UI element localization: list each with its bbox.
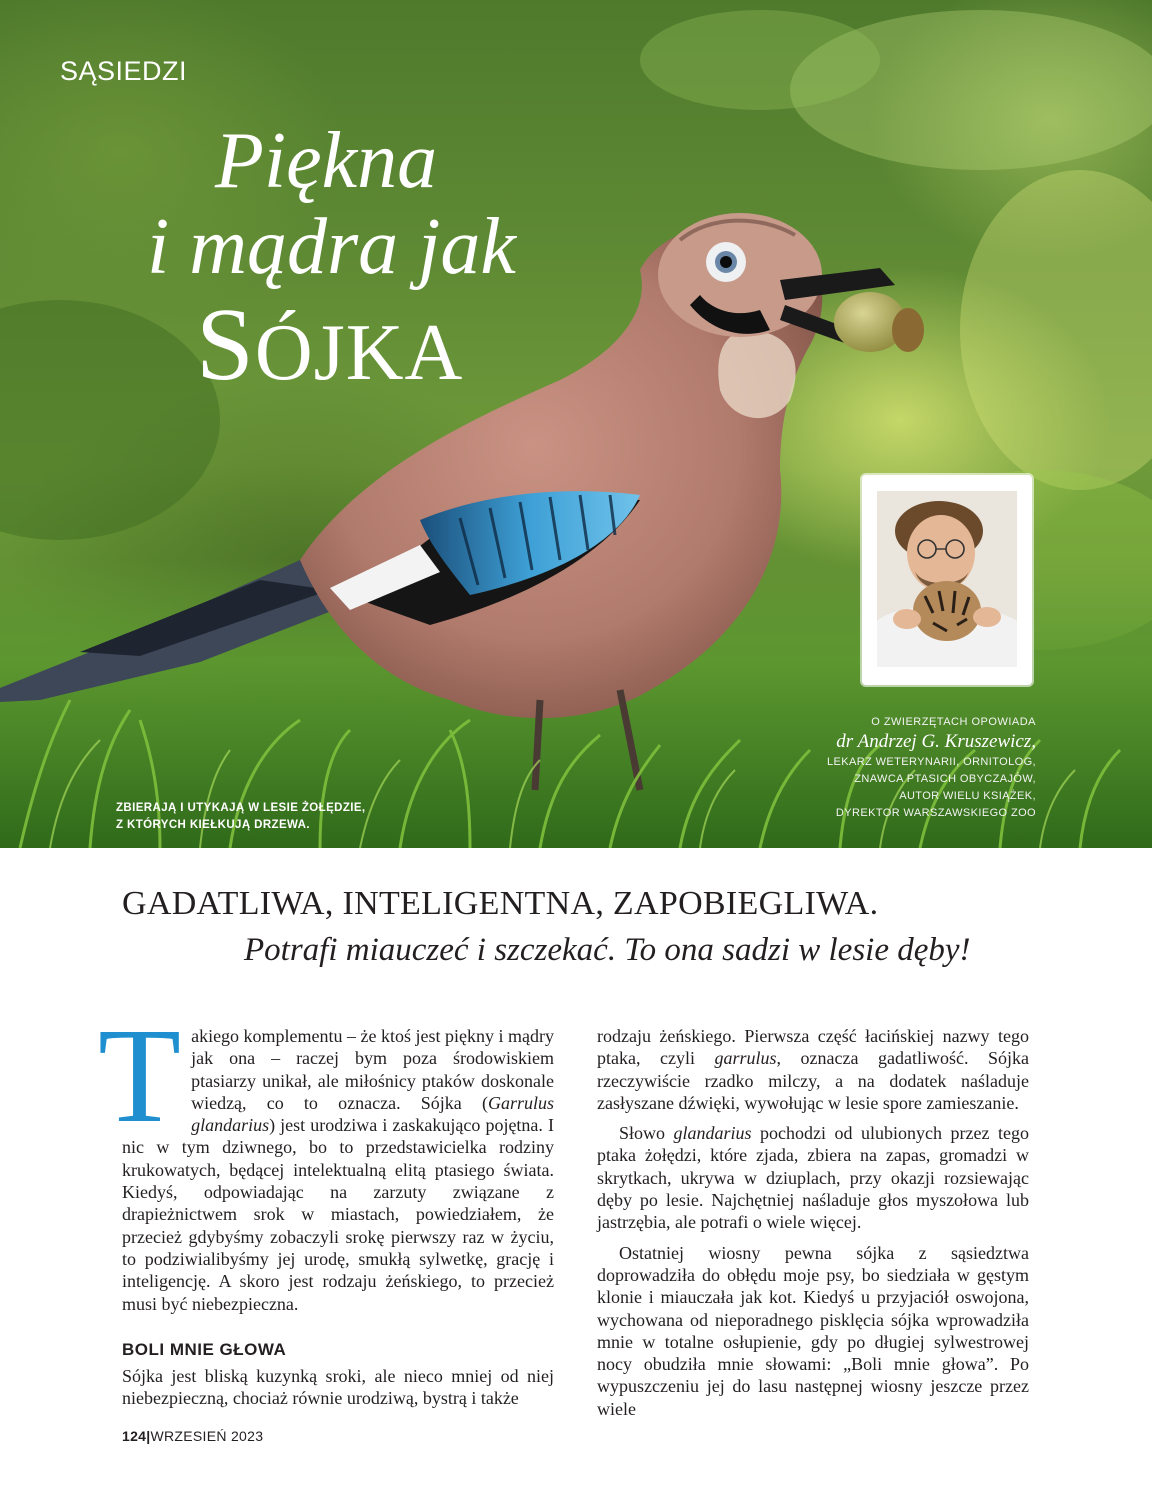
drop-cap: T xyxy=(98,1001,182,1151)
author-role-1: LEKARZ WETERYNARII, ORNITOLOG, xyxy=(826,756,1036,768)
p3-latin: garrulus xyxy=(714,1048,777,1069)
p1-text-a: akiego komplementu – że ktoś jest piękny i mądry jak ona – raczej bym poza środowiskiem ptasiarzy unikał, ale miłośnicy ptaków doskonale wiedzą, co to oznacza. Sójka ( xyxy=(191,1026,554,1113)
headline-sub: Potrafi miauczeć i szczekać. To ona sadzi w lesie dęby! xyxy=(244,932,971,968)
issue-date: WRZESIEŃ 2023 xyxy=(150,1428,264,1444)
p3-text-b: , oznacza gadatliwość. Sójka rzeczywiście rzadko milczy, a na dodatek naśladuje zasłyszane dźwięki, wywołując w lesie spore zamieszanie. xyxy=(597,1048,1029,1113)
author-role-3: AUTOR WIELU KSIĄŻEK, xyxy=(899,790,1036,802)
photo-caption xyxy=(116,800,366,834)
p3-text-a: rodzaju żeńskiego. Pierwsza część łacińskiej nazwy tego ptaka, czyli xyxy=(597,1026,1029,1069)
author-photo xyxy=(877,491,1017,667)
footer-separator: | xyxy=(146,1428,151,1444)
paragraph-5: Ostatniej wiosny pewna sójka z sąsiedztwa doprowadziła do obłędu moje psy, bo siedziała w gęstym klonie i miauczała jak kot. Kiedyś u przyjaciół oswojona, wychowana od nieporadnego pisklęcia sójka wprowadziła mnie w totalne osłupienie, gdy po długiej sylwestrowej nocy obudziła mnie słowami: „Boli mnie głowa”. Po wypuszczeniu jej do lasu następnej wiosny jeszcze przez wiele xyxy=(597,1242,1029,1419)
caption-line-1: ZBIERAJĄ I UTYKAJĄ W LESIE ŻOŁĘDZIE, xyxy=(116,802,366,814)
title-line-1: Piękna xyxy=(215,117,438,205)
author-name: dr Andrzej G. Kruszewicz, xyxy=(836,731,1036,752)
page-number: 124 xyxy=(122,1428,147,1444)
author-credit xyxy=(827,714,1036,822)
section-label: SĄSIEDZI xyxy=(60,56,188,86)
headline-main: GADATLIWA, INTELIGENTNA, ZAPOBIEGLIWA. xyxy=(122,885,879,922)
author-role-2: ZNAWCA PTASICH OBYCZAJÓW, xyxy=(854,773,1036,785)
paragraph-1 xyxy=(98,1001,554,1315)
p4-text-b: pochodzi od ulubionych przez tego ptaka żołędzi, które zjada, zbiera na zapas, gromadzi w skrytkach, ukrywa w dziuplach, przy okazji rozsiewając dęby po lesie. Najchętniej naśladuje głos myszołowa lub jastrzębia, ale potrafi o wiele więcej. xyxy=(597,1123,1029,1233)
title-line-3 xyxy=(196,287,464,408)
p4-latin: glandarius xyxy=(673,1123,752,1144)
title-line-2: i mądra jak xyxy=(147,203,516,291)
paragraph-4 xyxy=(597,1122,1029,1233)
p1-text-b: ) jest urodziwa i zaskakująco pojętna. I nic w tym dziwnego, bo to przedstawicielka rodziny krukowatych, będącej intelektualną elitą ptasiego świata. Kiedyś, odpowiadając na zarzuty związane z drapieżnictwem srok w miastach, powiedziałem, że przecież gdybyśmy zobaczyli srokę pierwszy raz w życiu, to podziwialibyśmy jej urodę, smukłą sylwetkę, grację i inteligencję. A skoro jest rodzaju żeńskiego, to przecież musi być niebezpieczna. xyxy=(122,1115,554,1314)
p1-latin: Garrulus glandarius xyxy=(191,1092,554,1136)
title-initial: S xyxy=(196,287,255,402)
article-column-right xyxy=(597,1025,1029,1420)
paragraph-3 xyxy=(597,1025,1029,1114)
author-role-4: DYREKTOR WARSZAWSKIEGO ZOO xyxy=(835,807,1036,819)
author-intro: O ZWIERZĘTACH OPOWIADA xyxy=(871,716,1036,728)
article-column-left xyxy=(98,1001,554,1410)
caption-line-2: Z KTÓRYCH KIEŁKUJĄ DRZEWA. xyxy=(116,819,310,831)
page-footer xyxy=(122,1428,263,1444)
p4-text-a: Słowo xyxy=(619,1123,674,1144)
subheading: BOLI MNIE GŁOWA xyxy=(122,1339,287,1359)
author-photo-stamp xyxy=(862,475,1032,685)
title-rest: ÓJKA xyxy=(254,309,464,397)
paragraph-2: Sójka jest bliską kuzynką sroki, ale nieco mniej od niej niebezpieczną, chociaż równie urodziwą, bystrą i także xyxy=(122,1366,554,1409)
